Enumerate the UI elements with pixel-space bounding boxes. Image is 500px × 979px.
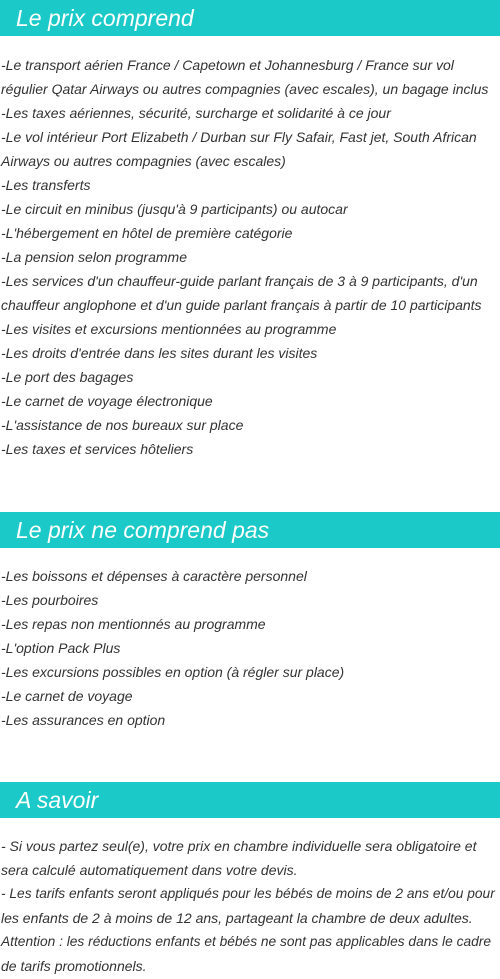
list-item: -Le transport aérien France / Capetown et Johannesburg / France sur vol — [1, 57, 454, 73]
list-item: les enfants de 2 à moins de 12 ans, partageant la chambre de deux adultes. — [1, 910, 473, 926]
section-title-price-excludes: Le prix ne comprend pas — [0, 512, 500, 548]
list-item: sera calculé automatiquement dans votre devis. — [1, 862, 298, 878]
list-item: régulier Qatar Airways ou autres compagnies (avec escales), un bagage inclus — [1, 81, 489, 97]
list-item: -Les transferts — [1, 177, 91, 193]
list-item: -Les pourboires — [1, 592, 99, 608]
list-item: -Les excursions possibles en option (à régler sur place) — [1, 664, 345, 680]
list-item: -L'assistance de nos bureaux sur place — [1, 417, 244, 433]
list-item: -Les boissons et dépenses à caractère personnel — [1, 568, 307, 584]
list-item: Airways ou autres compagnies (avec escales) — [1, 153, 286, 169]
list-item: -Le carnet de voyage électronique — [1, 393, 213, 409]
list-item: -Les taxes aériennes, sécurité, surcharge et solidarité à ce jour — [1, 105, 391, 121]
list-item: -Les assurances en option — [1, 712, 166, 728]
list-item: -Le carnet de voyage — [1, 688, 133, 704]
list-item: chauffeur anglophone et d'un guide parlant français à partir de 10 participants — [1, 297, 482, 313]
section-title-good-to-know: A savoir — [0, 782, 500, 818]
list-item: Attention : les réductions enfants et bébés ne sont pas applicables dans le cadre — [1, 934, 491, 949]
section-price-includes — [0, 0, 500, 461]
list-item: de tarifs promotionnels. — [1, 958, 147, 974]
list-item: -Le port des bagages — [1, 369, 134, 385]
list-item: -Le circuit en minibus (jusqu'à 9 participants) ou autocar — [1, 201, 348, 217]
section-title-price-includes: Le prix comprend — [0, 0, 500, 36]
list-item: -Les repas non mentionnés au programme — [1, 616, 266, 632]
list-item: -Les services d'un chauffeur-guide parlant français de 3 à 9 participants, d'un — [1, 273, 478, 289]
list-item: - Si vous partez seul(e), votre prix en chambre individuelle sera obligatoire et — [1, 838, 477, 854]
section-price-excludes — [0, 512, 500, 732]
list-good-to-know — [0, 834, 500, 978]
list-item: -Les taxes et services hôteliers — [1, 441, 194, 457]
list-item: - Les tarifs enfants seront appliqués pour les bébés de moins de 2 ans et/ou pour — [1, 886, 495, 901]
list-item: -Les droits d'entrée dans les sites durant les visites — [1, 345, 318, 361]
list-price-includes — [0, 53, 500, 461]
section-good-to-know — [0, 782, 500, 978]
list-item: -Les visites et excursions mentionnées au programme — [1, 321, 337, 337]
list-item: -L'hébergement en hôtel de première catégorie — [1, 225, 293, 241]
list-price-excludes — [0, 564, 500, 732]
list-item: -La pension selon programme — [1, 249, 187, 265]
list-item: -L'option Pack Plus — [1, 640, 121, 656]
list-item: -Le vol intérieur Port Elizabeth / Durban sur Fly Safair, Fast jet, South African — [1, 129, 477, 145]
